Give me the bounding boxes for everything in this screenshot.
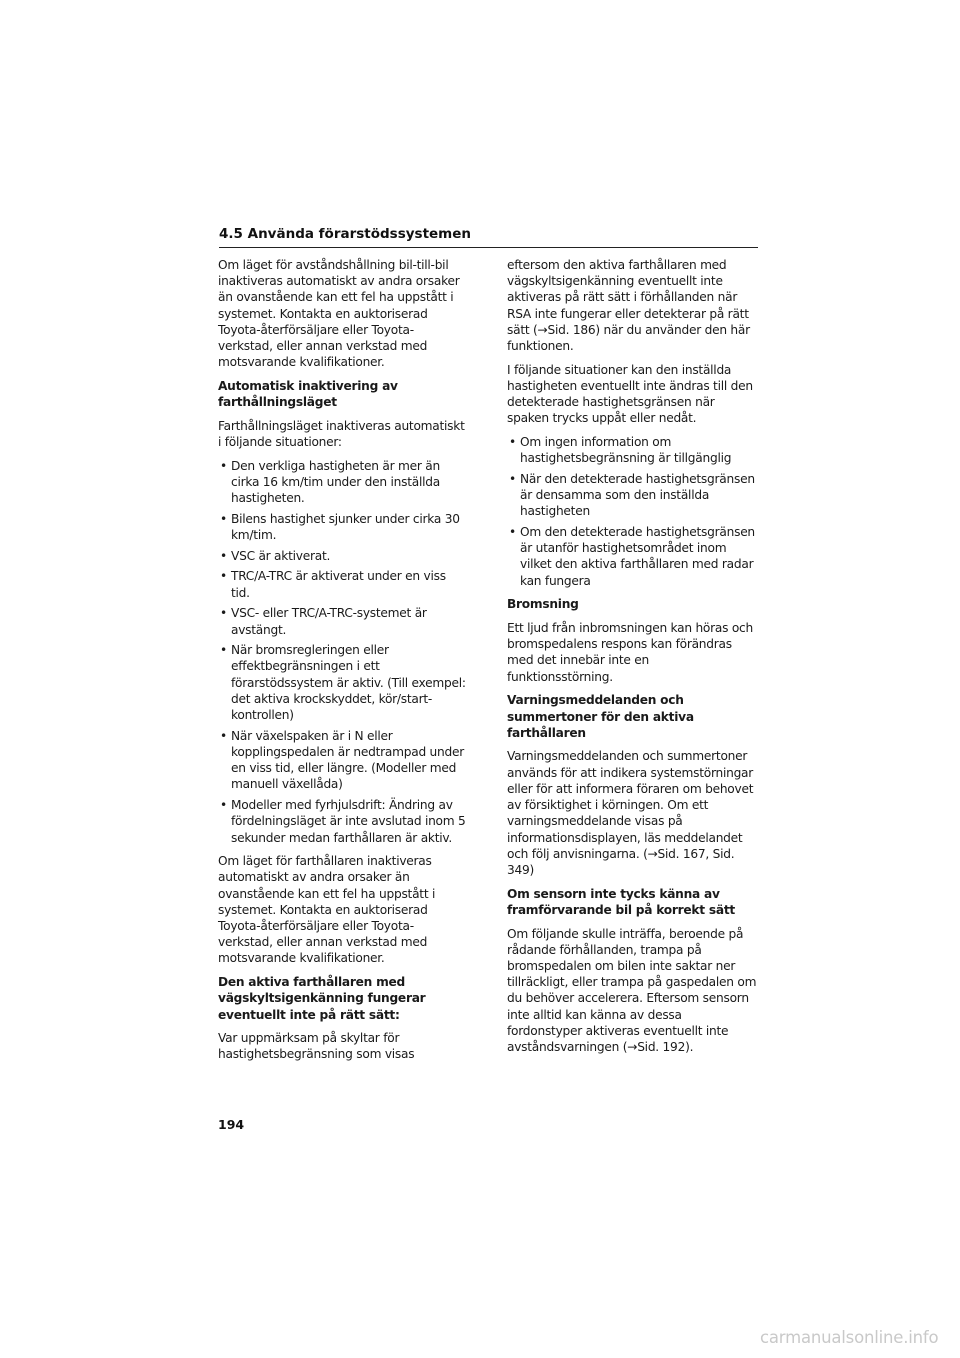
right-column xyxy=(507,257,757,1063)
bullet-list xyxy=(507,434,757,589)
paragraph: Ett ljud från inbromsningen kan höras och bromspedalens respons kan förändras med det innebär inte en funktionsstörning. xyxy=(507,621,753,684)
paragraph: Var uppmärksam på skyltar för hastighetsbegränsning som visas xyxy=(218,1031,415,1062)
paragraph: Om läget för avståndshållning bil-till-bil inaktiveras automatiskt av andra orsaker än ovanstående kan ett fel ha uppstått i systemet. Kontakta en auktoriserad Toyota-återförsäljare eller Toyota-verkstad, eller annan verkstad med motsvarande kvalifikationer. xyxy=(218,258,460,370)
list-item: • VSC- eller TRC/A-TRC-systemet är avstängt. xyxy=(218,605,468,637)
list-item: • När bromsregleringen eller effektbegränsningen i ett förarstödssystem är aktiv. (Till exempel: det aktiva krockskyddet, kör/start-kontrollen) xyxy=(218,642,468,723)
subheading: Den aktiva farthållaren med vägskyltsigenkänning fungerar eventuellt inte på rätt sätt: xyxy=(218,975,426,1022)
paragraph: I följande situationer kan den inställda hastigheten eventuellt inte ändras till den detekterade hastighetsgränsen när spaken trycks uppåt eller nedåt. xyxy=(507,362,753,426)
left-column xyxy=(218,257,468,1070)
bullet-list xyxy=(218,458,468,846)
watermark: carmanualsonline.info xyxy=(760,1328,939,1347)
paragraph: Om följande skulle inträffa, beroende på rådande förhållanden, trampa på bromspedalen om bilen inte saktar ner tillräckligt, eller trampa på gaspedalen om du behöver accelerera. Eftersom sensorn inte alltid kan känna av dessa fordonstyper aktiveras eventuellt inte avståndsvarningen (→Sid. 192). xyxy=(507,926,757,1054)
list-item: • Modeller med fyrhjulsdrift: Ändring av fördelningsläget är inte avslutad inom 5 sekunder medan farthållaren är aktiv. xyxy=(218,797,468,846)
paragraph: Farthållningsläget inaktiveras automatiskt i följande situationer: xyxy=(218,418,465,450)
paragraph: Om läget för farthållaren inaktiveras automatiskt av andra orsaker än ovanstående kan ett fel ha uppstått i systemet. Kontakta en auktoriserad Toyota-återförsäljare eller Toyota-verkstad, eller annan verkstad med motsvarande kvalifikationer. xyxy=(218,854,436,966)
list-item: • VSC är aktiverat. xyxy=(218,548,468,564)
list-item: • Om ingen information om hastighetsbegränsning är tillgänglig xyxy=(507,434,757,466)
subheading: Bromsning xyxy=(507,597,579,612)
list-item: • TRC/A-TRC är aktiverat under en viss tid. xyxy=(218,568,468,600)
subheading: Varningsmeddelanden och summertoner för den aktiva farthållaren xyxy=(507,693,694,740)
subheading: Automatisk inaktivering av farthållningsläget xyxy=(218,378,398,410)
subheading: Om sensorn inte tycks känna av framförvarande bil på korrekt sätt xyxy=(507,886,735,917)
list-item: • När växelspaken är i N eller kopplingspedalen är nedtrampad under en viss tid, eller längre. (Modeller med manuell växellåda) xyxy=(218,728,468,793)
list-item: • Bilens hastighet sjunker under cirka 30 km/tim. xyxy=(218,511,468,543)
list-item: • När den detekterade hastighetsgränsen är densamma som den inställda hastigheten xyxy=(507,471,757,520)
paragraph: eftersom den aktiva farthållaren med vägskyltsigenkänning eventuellt inte aktiveras på rätt sätt i förhållanden när RSA inte fungerar eller detekterar på rätt sätt (→Sid. 186) när du använder den här funktionen. xyxy=(507,258,750,354)
section-title: 4.5 Använda förarstödssystemen xyxy=(219,226,758,248)
paragraph: Varningsmeddelanden och summertoner används för att indikera systemstörningar eller för att informera föraren om behovet av försiktighet i körningen. Om ett varningsmeddelande visas på informationsdisplayen, läs meddelandet och följ anvisningarna. (→Sid. 167, Sid. 349) xyxy=(507,749,754,877)
page-number: 194 xyxy=(218,1117,245,1132)
list-item: • Den verkliga hastigheten är mer än cirka 16 km/tim under den inställda hastigheten. xyxy=(218,458,468,507)
list-item: • Om den detekterade hastighetsgränsen är utanför hastighetsområdet inom vilket den aktiva farthållaren med radar kan fungera xyxy=(507,524,757,589)
